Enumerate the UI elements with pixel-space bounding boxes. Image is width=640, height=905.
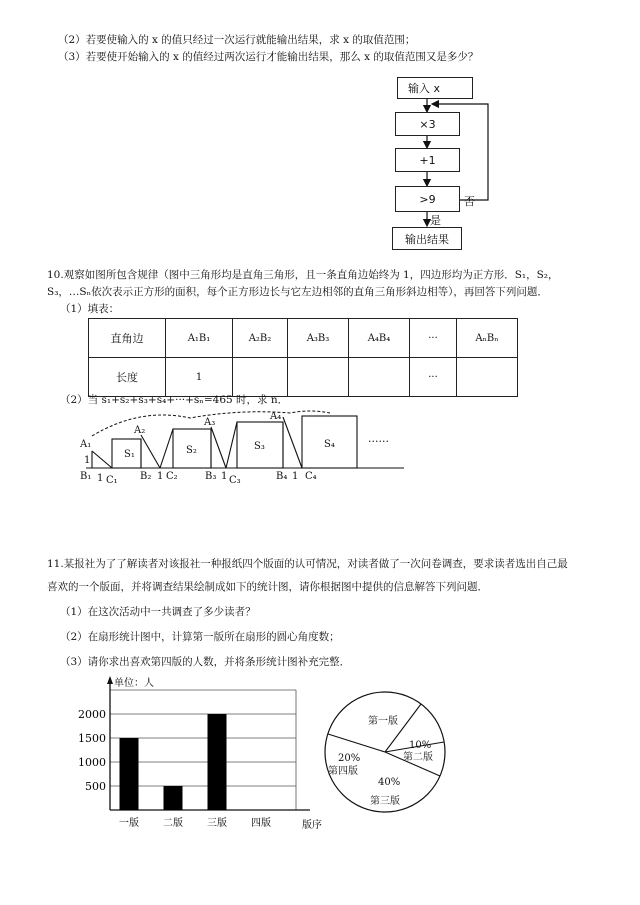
x-tick-label: 二版 (163, 818, 183, 829)
q11-stem-line2: 喜欢的一个版面，并将调查结果绘制成如下的统计图，请你根据图中提供的信息解答下列问题． (47, 581, 488, 593)
squares-figure (0, 405, 640, 505)
y-tick-label: 1500 (78, 732, 106, 745)
table-row (89, 358, 518, 397)
table-cell: A₁B₁ (166, 319, 233, 358)
point-label: A₄ (270, 411, 282, 422)
point-label: C₁ (106, 475, 118, 486)
y-tick-label: 500 (85, 780, 106, 793)
fill-in-table (88, 318, 518, 397)
unit-label: 1 (221, 471, 228, 482)
unit-label: 1 (97, 473, 104, 484)
flowchart-arrows (0, 0, 640, 260)
point-label: B₃ (205, 471, 217, 482)
unit-label: 1 (157, 471, 164, 482)
q11-stem-line1: 11.某报社为了了解读者对该报社一种报纸四个版面的认可情况，对读者做了一次问卷调查，要求读者选出自己最 (47, 558, 568, 570)
flow-add-box: +1 (395, 148, 460, 172)
bar (120, 738, 139, 810)
unit-label: 1 (84, 455, 91, 466)
table-cell[interactable]: 1 (166, 358, 233, 397)
flow-output-box: 输出结果 (392, 227, 462, 250)
pie-chart (320, 690, 450, 820)
x-tick-label: 四版 (251, 818, 271, 829)
x-tick-label: 一版 (119, 818, 139, 829)
q10-sub1: （1）填表： (60, 303, 120, 315)
point-label: B₂ (140, 471, 152, 482)
point-label: A₂ (134, 425, 146, 436)
q9-sub3: （3）若要使开始输入的 x 的值经过两次运行才能输出结果，那么 x 的取值范围又是多少？ (58, 51, 479, 63)
point-label: A₁ (80, 439, 92, 450)
bar-chart (70, 672, 330, 842)
q10-stem-line1: 10.观察如图所包含规律（图中三角形均是直角三角形，且一条直角边始终为 1，四边形均为正方形．S₁，S₂， (47, 269, 559, 281)
flow-multiply-box: ×3 (395, 112, 460, 136)
flow-input-box: 输入 x (397, 77, 473, 99)
pie-label: 第二版 (403, 752, 433, 763)
table-cell[interactable] (457, 358, 518, 397)
table-cell: ··· (410, 358, 457, 397)
q9-sub2: （2）若要使输入的 x 的值只经过一次运行就能输出结果，求 x 的取值范围； (58, 34, 416, 46)
y-tick-label: 1000 (78, 756, 106, 769)
point-label: C₄ (305, 471, 317, 482)
pie-percent: 40% (378, 777, 401, 788)
pie-label: 第四版 (328, 766, 358, 777)
y-axis-arrow (107, 676, 113, 684)
bar (164, 786, 183, 810)
pie-slice-divider (328, 734, 385, 752)
point-label: A₃ (204, 417, 216, 428)
flow-no-label: 否 (464, 195, 475, 208)
square-label: S₂ (186, 445, 197, 456)
point-label: B₄ (276, 471, 288, 482)
point-label: C₃ (229, 475, 241, 486)
table-cell[interactable] (349, 358, 410, 397)
point-label: C₂ (166, 471, 178, 482)
bar (208, 714, 227, 810)
q11-sub2: （2）在扇形统计图中，计算第一版所在扇形的圆心角度数； (60, 631, 340, 643)
table-cell: A₄B₄ (349, 319, 410, 358)
y-tick-label: 2000 (78, 708, 106, 721)
q11-sub1: （1）在这次活动中一共调查了多少读者？ (60, 606, 256, 618)
table-cell: A₂B₂ (233, 319, 288, 358)
square-label: S₃ (254, 441, 265, 452)
q10-sub2: （2）当 s₁+s₂+s₃+s₄+···+sₙ=465 时，求 n． (60, 394, 289, 406)
table-cell: A₃B₃ (288, 319, 349, 358)
unit-label: 1 (292, 471, 299, 482)
table-cell: AₙBₙ (457, 319, 518, 358)
table-row (89, 319, 518, 358)
x-axis-label: 版序 (302, 820, 322, 831)
table-cell[interactable] (233, 358, 288, 397)
flow-compare-box: >9 (395, 186, 460, 212)
square-label: S₄ (324, 439, 335, 450)
q10-stem-line2: S₃，…Sₙ依次表示正方形的面积，每个正方形边长与它左边相邻的直角三角形斜边相等），再回答下列问题． (47, 286, 548, 298)
x-tick-label: 三版 (207, 818, 227, 829)
table-cell: 长度 (89, 358, 166, 397)
ellipsis-label: ······ (368, 435, 389, 448)
table-cell[interactable] (288, 358, 349, 397)
square-label: S₁ (124, 449, 135, 460)
pie-label: 第一版 (368, 716, 398, 727)
flow-yes-label: 是 (430, 214, 441, 227)
q11-sub3: （3）请你求出喜欢第四版的人数，并将条形统计图补充完整． (60, 656, 351, 668)
pie-percent: 20% (338, 753, 361, 764)
table-cell: ··· (410, 319, 457, 358)
pie-label: 第三版 (370, 796, 400, 807)
table-cell: 直角边 (89, 319, 166, 358)
point-label: B₁ (80, 471, 92, 482)
y-axis-label: 单位：人 (114, 678, 154, 689)
pie-percent: 10% (409, 740, 432, 751)
